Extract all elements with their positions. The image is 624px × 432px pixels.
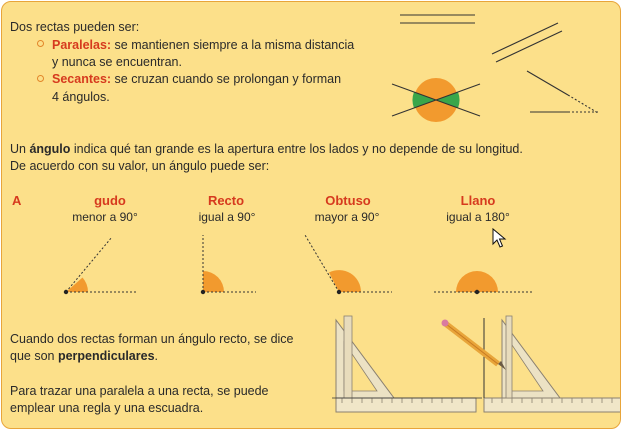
ruler-setsquare-illustration bbox=[322, 312, 621, 422]
definition-bold: ángulo bbox=[29, 142, 71, 156]
angle-definition bbox=[10, 141, 523, 158]
acute-title: gudo bbox=[94, 193, 126, 208]
right-angle-title: Recto bbox=[207, 193, 245, 208]
secant-term: Secantes: bbox=[52, 72, 112, 86]
perpendicular-tools bbox=[332, 316, 482, 412]
parallel-text: se mantienen siempre a la misma distancia bbox=[111, 38, 355, 52]
secant-text-line2: 4 ángulos. bbox=[52, 90, 110, 104]
acute-title-a: A bbox=[12, 193, 22, 208]
parallel-text-line2: y nunca se encuentran. bbox=[52, 55, 182, 69]
parallel-term: Paralelas: bbox=[52, 38, 112, 52]
mouse-cursor-icon bbox=[492, 228, 506, 248]
straight-subtitle: igual a 180° bbox=[446, 210, 510, 224]
perpendicular-text: Cuando dos rectas forman un ángulo recto, se dice bbox=[10, 332, 294, 346]
straight-angle-figure bbox=[434, 271, 532, 294]
secant-text: se cruzan cuando se prolongan y forman bbox=[111, 72, 342, 86]
obtuse-subtitle: mayor a 90° bbox=[314, 210, 380, 224]
obtuse-angle-figure bbox=[305, 235, 392, 294]
perp-post: . bbox=[154, 349, 159, 363]
angle-definition-line2: De acuerdo con su valor, un ángulo puede ser: bbox=[10, 159, 270, 173]
straight-title: Llano bbox=[460, 193, 496, 208]
pencil-icon bbox=[442, 320, 507, 371]
right-angle-subtitle: igual a 90° bbox=[198, 210, 256, 224]
perpendicular-text-line2 bbox=[10, 348, 158, 365]
perp-pre: que son bbox=[10, 349, 58, 363]
lesson-card bbox=[1, 1, 621, 429]
right-angle-figure bbox=[201, 235, 256, 294]
parallel-tip-text: Para trazar una paralela a una recta, se puede bbox=[10, 384, 269, 398]
acute-subtitle: menor a 90° bbox=[72, 210, 138, 224]
acute-angle-figure bbox=[64, 237, 137, 294]
definition-pre: Un bbox=[10, 142, 30, 156]
parallel-tip-text-line2: emplear una regla y una escuadra. bbox=[10, 401, 204, 415]
definition-post: indica qué tan grande es la apertura entre los lados y no depende de su longitud. bbox=[70, 142, 523, 156]
perp-bold: perpendiculares bbox=[57, 349, 155, 363]
angles-illustration bbox=[2, 227, 621, 307]
intro-heading: Dos rectas pueden ser: bbox=[10, 20, 140, 34]
lines-illustration bbox=[2, 2, 621, 132]
obtuse-title: Obtuso bbox=[325, 193, 371, 208]
